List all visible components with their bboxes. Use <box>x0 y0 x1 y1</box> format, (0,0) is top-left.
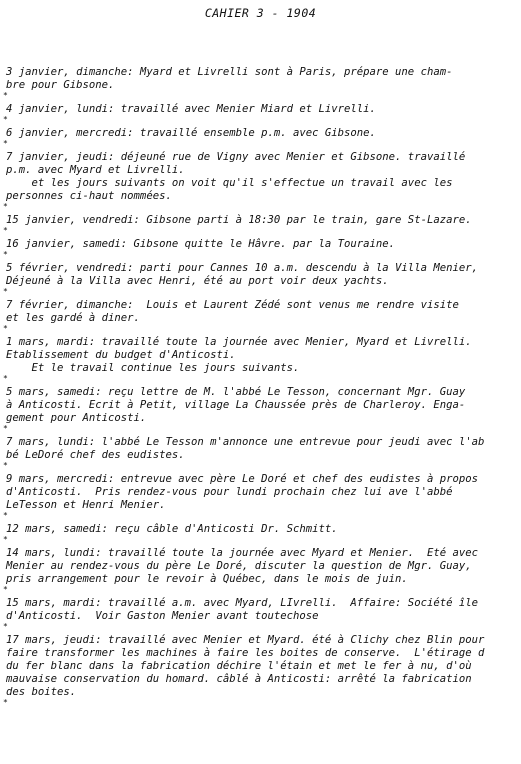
diary-entry <box>3 299 516 333</box>
entry-line: faire transformer les machines à faire les boites de conserve. L'étirage d <box>6 647 485 659</box>
entry-marker-icon: * <box>3 374 8 383</box>
entry-line: 17 mars, jeudi: travaillé avec Menier et Myard. été à Clichy chez Blin pour <box>6 634 485 646</box>
entry-line: mauvaise conservation du homard. câblé à Anticosti: arrêté la fabrication <box>6 673 472 685</box>
entry-marker-icon: * <box>3 622 8 631</box>
diary-entry <box>3 634 516 707</box>
entry-line: d'Anticosti. Voir Gaston Menier avant toutechose <box>6 610 319 622</box>
entry-marker-icon: * <box>3 250 8 259</box>
entry-marker-icon: * <box>3 115 8 124</box>
diary-entry <box>3 127 516 148</box>
diary-entry <box>3 336 516 383</box>
entry-line: des boites. <box>6 686 77 698</box>
entry-marker-icon: * <box>3 511 8 520</box>
entry-line: 3 janvier, dimanche: Myard et Livrelli sont à Paris, prépare une cham- <box>6 66 453 78</box>
entry-marker-icon: * <box>3 139 8 148</box>
diary-entry <box>3 473 516 520</box>
entry-marker-icon: * <box>3 461 8 470</box>
entry-line: LeTesson et Henri Menier. <box>6 499 166 511</box>
entry-line: 12 mars, samedi: reçu câble d'Anticosti Dr. Schmitt. <box>6 523 338 535</box>
entry-line: 7 mars, lundi: l'abbé Le Tesson m'annonce une entrevue pour jeudi avec l'ab <box>6 436 485 448</box>
diary-entry <box>3 238 516 259</box>
entry-line: 14 mars, lundi: travaillé toute la journée avec Myard et Menier. Eté avec <box>6 547 478 559</box>
entry-line: d'Anticosti. Pris rendez-vous pour lundi prochain chez lui ave l'abbé <box>6 486 453 498</box>
entry-line: 7 janvier, jeudi: déjeuné rue de Vigny avec Menier et Gibsone. travaillé <box>6 151 466 163</box>
entry-marker-icon: * <box>3 91 8 100</box>
diary-entry <box>3 523 516 544</box>
entry-marker-icon: * <box>3 324 8 333</box>
entry-line: Menier au rendez-vous du père Le Doré, discuter la question de Mgr. Guay, <box>6 560 472 572</box>
entry-line: 5 février, vendredi: parti pour Cannes 10 a.m. descendu à la Villa Menier, <box>6 262 478 274</box>
diary-entry <box>3 436 516 470</box>
entry-line: Etablissement du budget d'Anticosti. <box>6 349 236 361</box>
entry-line: à Anticosti. Ecrit à Petit, village La Chaussée près de Charleroy. Enga- <box>6 399 466 411</box>
entry-marker-icon: * <box>3 202 8 211</box>
entry-line: 9 mars, mercredi: entrevue avec père Le Doré et chef des eudistes à propos <box>6 473 478 485</box>
entry-marker-icon: * <box>3 226 8 235</box>
entry-line: et les gardé à diner. <box>6 312 140 324</box>
diary-entry <box>3 262 516 296</box>
diary-entry <box>3 597 516 631</box>
entry-line: et les jours suivants on voit qu'il s'effectue un travail avec les <box>6 177 453 189</box>
entry-line: 5 mars, samedi: reçu lettre de M. l'abbé Le Tesson, concernant Mgr. Guay <box>6 386 466 398</box>
entry-line: 15 janvier, vendredi: Gibsone parti à 18:30 par le train, gare St-Lazare. <box>6 214 472 226</box>
entry-line: personnes ci-haut nommées. <box>6 190 172 202</box>
entry-line: bre pour Gibsone. <box>6 79 115 91</box>
page-title: CAHIER 3 - 1904 <box>204 6 317 20</box>
entry-line: du fer blanc dans la fabrication déchire l'étain et met le fer à nu, d'où <box>6 660 472 672</box>
diary-entry <box>3 214 516 235</box>
entry-line: p.m. avec Myard et Livrelli. <box>6 164 185 176</box>
entry-marker-icon: * <box>3 585 8 594</box>
entry-marker-icon: * <box>3 424 8 433</box>
diary-entry <box>3 547 516 594</box>
entry-line: Et le travail continue les jours suivants. <box>6 362 300 374</box>
entry-line: Déjeuné à la Villa avec Henri, été au port voir deux yachts. <box>6 275 389 287</box>
entry-line: 15 mars, mardi: travaillé a.m. avec Myard, LIvrelli. Affaire: Société île <box>6 597 478 609</box>
diary-entry <box>3 103 516 124</box>
diary-entry <box>3 386 516 433</box>
diary-entry <box>3 66 516 100</box>
entry-line: 4 janvier, lundi: travaillé avec Menier Miard et Livrelli. <box>6 103 376 115</box>
entry-line: bé LeDoré chef des eudistes. <box>6 449 185 461</box>
entry-line: gement pour Anticosti. <box>6 412 147 424</box>
entry-line: 16 janvier, samedi: Gibsone quitte le Hâvre. par la Touraine. <box>6 238 396 250</box>
entry-line: pris arrangement pour le revoir à Québec, dans le mois de juin. <box>6 573 408 585</box>
diary-entry <box>3 151 516 211</box>
entry-marker-icon: * <box>3 535 8 544</box>
entry-marker-icon: * <box>3 698 8 707</box>
entry-marker-icon: * <box>3 287 8 296</box>
entry-line: 1 mars, mardi: travaillé toute la journée avec Menier, Myard et Livrelli. <box>6 336 472 348</box>
entry-line: 6 janvier, mercredi: travaillé ensemble p.m. avec Gibsone. <box>6 127 376 139</box>
entry-line: 7 février, dimanche: Louis et Laurent Zédé sont venus me rendre visite <box>6 299 459 311</box>
diary-entries <box>3 66 516 710</box>
